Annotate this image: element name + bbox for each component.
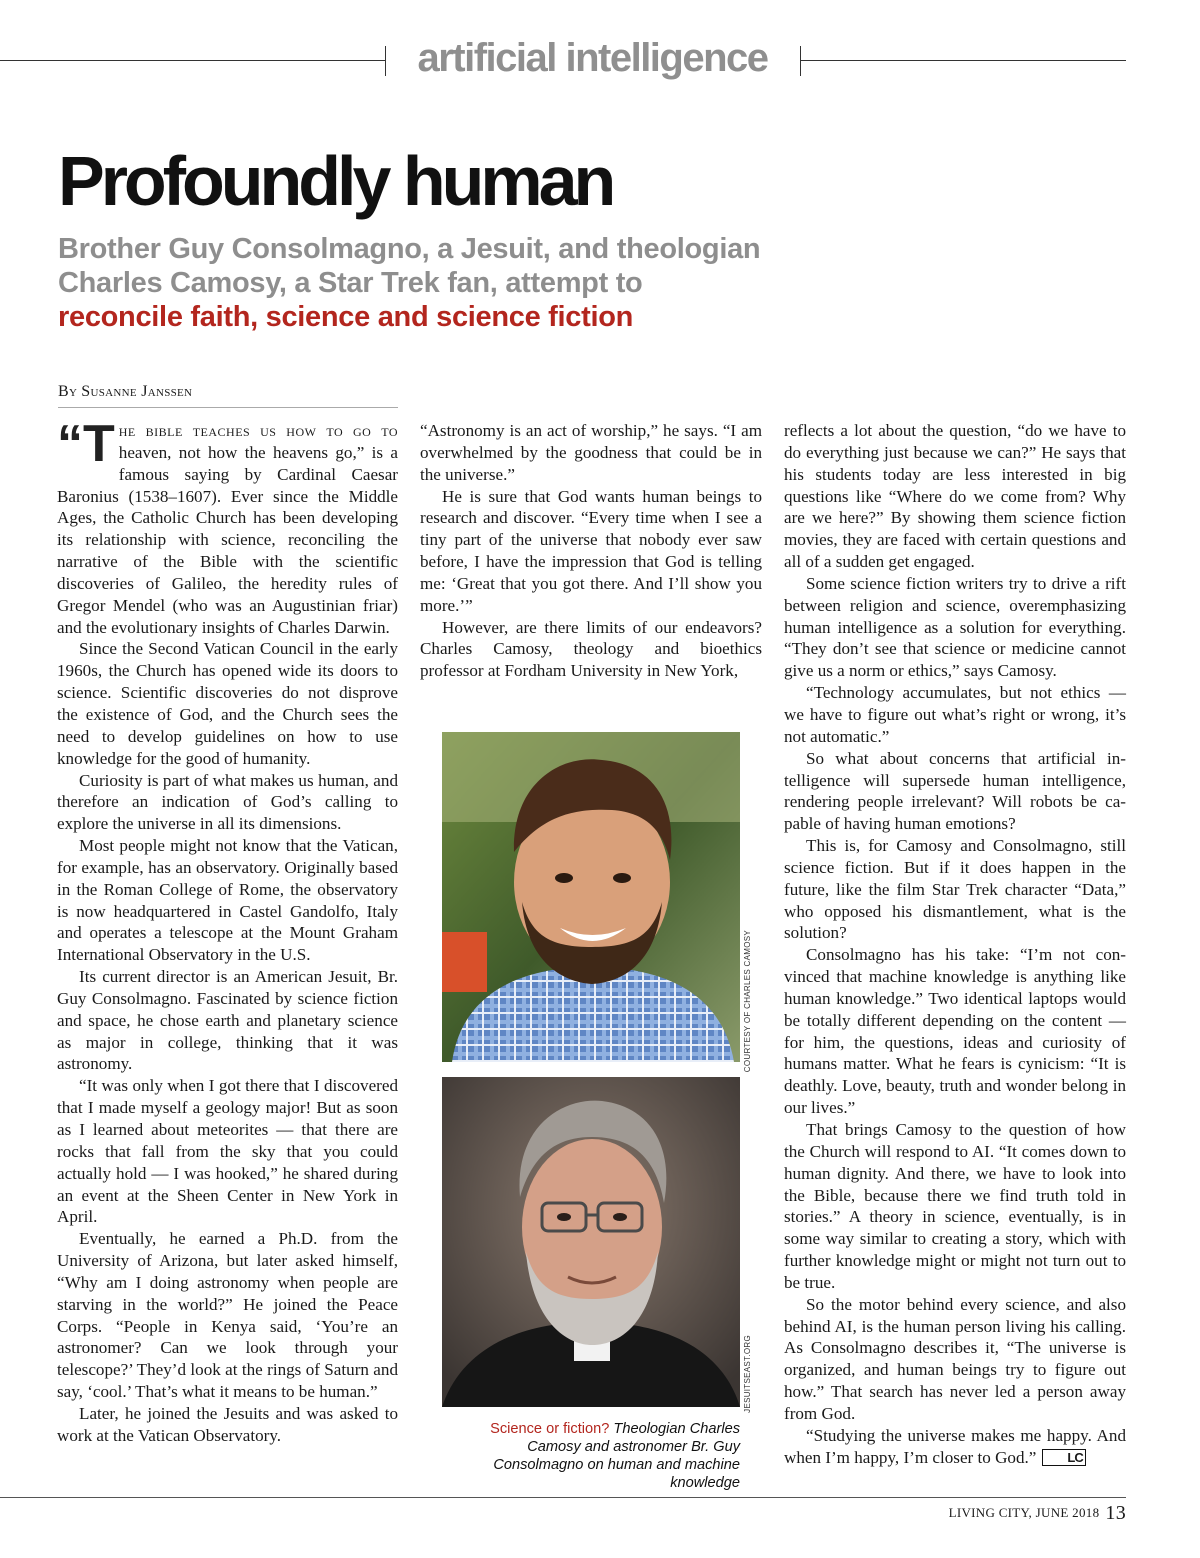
- paragraph: This is, for Camosy and Consolmagno, still science fiction. But if it does happen in the future, like the film Star Trek character “Data,” who opposed his dismantlement, what is the solution?: [784, 836, 1126, 943]
- photo-guy-consolmagno: [442, 1077, 740, 1407]
- deck: [58, 232, 958, 334]
- paragraph: So what about concerns that artificial intelligence will supersede human intelligence, rendering people irrelevant? Will robots be capable of having human emotions?: [784, 748, 1126, 834]
- paragraph: Curiosity is part of what makes us human, and therefore an indication of God’s calling to explore the universe in all its dimensions.: [57, 770, 398, 834]
- column-3: [784, 420, 1126, 1469]
- deck-line-1: Brother Guy Consolmagno, a Jesuit, and theologian: [58, 233, 761, 265]
- paragraph: So the motor behind every science, and also behind AI, is the human person living his calling. As Consolmagno describes it, “The universe is organized, and human beings try to figure out how.” That search has never led a person away from God.: [784, 1294, 1126, 1423]
- end-mark: LC: [1042, 1449, 1085, 1466]
- paragraph: Later, he joined the Jesuits and was asked to work at the Vatican Observatory.: [57, 1403, 398, 1445]
- lead-in: he bible teaches us how to go to: [118, 421, 398, 440]
- paragraph: Some science fiction writers try to drive a rift between religion and science, overemphasizing human intelligence as a solution for everything. “They don’t see that science or medicine cannot give us a norm or ethics,” says Camosy.: [784, 573, 1126, 681]
- drop-cap: “T: [57, 415, 115, 473]
- section-header: [0, 38, 1200, 82]
- header-tick-right: [800, 46, 801, 76]
- byline-author: Susanne Janssen: [81, 383, 193, 400]
- paragraph: Its current director is an American Jesuit, Br. Guy Consolmagno. Fascinated by science fiction and space, he chose earth and planetary science as major in college, thinking that it was astronomy.: [57, 967, 398, 1074]
- paragraph: Consolmagno has his take: “I’m not convinced that machine knowledge is anything like human knowledge.” Two identical laptops would be totally different depending on the content — for him, the questions, ideas and curiosity of humans matter. What he fears is cynicism: “It is deathly. Love, beauty, truth and wonder belong in our lives.”: [784, 945, 1126, 1118]
- paragraph: [784, 1425, 1126, 1469]
- column-2: [420, 420, 762, 682]
- publication-name: LIVING CITY, JUNE 2018: [948, 1505, 1100, 1520]
- portrait-illustration: [442, 1077, 740, 1407]
- paragraph: reflects a lot about the question, “do we have to do everything just because we can?” He says that his students today are less interested in big questions like “Where do we come from? Why are we here?” By showing them science fiction movies, they are faced with certain questions and all of a sudden get engaged.: [784, 421, 1126, 572]
- paragraph: That brings Camosy to the question of how the Church will respond to AI. “It comes down to human dignity. And there, we have to look into the Bible, because there we find truth told in stories.” A theory in science, eventually, is in some way similar to creating a story, which with further knowledge might or might not turn out to be true.: [784, 1120, 1126, 1292]
- header-rule-right: [800, 60, 1126, 61]
- portrait-illustration: [442, 732, 740, 1062]
- closing-line: “Studying the universe makes me happy. And when I’m happy, I’m closer to God.”: [784, 1425, 1126, 1467]
- headline: Profoundly human: [58, 142, 613, 220]
- photo-charles-camosy: [442, 732, 740, 1062]
- paragraph: “Technology accumulates, but not ethics — we have to figure out what’s right or wrong, it’s not automatic.”: [784, 683, 1126, 746]
- byline-prefix: By: [58, 383, 78, 400]
- paragraph: Most people might not know that the Vatican, for example, has an observatory. Originally based in the Roman College of Rome, the observatory is now headquartered in Castel Gandolfo, Italy and operates a telescope at the Mount Graham International Observatory in the U.S.: [57, 836, 398, 965]
- caption-lead: Science or fiction?: [490, 1421, 610, 1437]
- byline: [58, 383, 398, 408]
- paragraph: “It was only when I got there that I discovered that I made myself a geology major! But as soon as I learned about meteorites — that there are rocks that fall from the sky that you could actually hold — I was hooked,” he shared during an event at the Sheen Center in New York in April.: [57, 1076, 398, 1227]
- column-1: [57, 415, 398, 1447]
- header-rule-left: [0, 60, 385, 61]
- paragraph: “T he bible teaches us how to go to heaven, not how the heavens go,” is a famous saying by Cardinal Caesar Baronius (1538–1607). Ever since the Middle Ages, the Catholic Church has been developing its relationship with science, reconciling the narrative of the Bible with the scientific discoveries of Galileo, the heredity rules of Gregor Mendel (who was an Augustinian friar) and the evolutionary insights of Charles Darwin.: [57, 415, 398, 637]
- footer-rule: [0, 1497, 1126, 1498]
- paragraph: He is sure that God wants human beings to research and discover. “Every time when I see a tiny part of the universe that nobody ever saw before, I have the impression that God is telling me: ‘Great that you got there. And I’ll show you more.’”: [420, 486, 762, 615]
- deck-highlight: reconcile faith, science and science fiction: [58, 301, 634, 333]
- page-number: 13: [1105, 1502, 1126, 1524]
- section-label: artificial intelligence: [417, 36, 768, 80]
- paragraph: Eventually, he earned a Ph.D. from the University of Arizona, but later asked himself, “Why am I doing astronomy when people are starving in the world?” He joined the Peace Corps. “People in Kenya said, ‘You’re an astronomer? Can we look through your telescope?’ They’d look at the rings of Saturn and say, ‘cool.’ That’s what it means to be human.”: [57, 1229, 398, 1402]
- folio: [949, 1502, 1126, 1525]
- deck-line-2: Charles Camosy, a Star Trek fan, attempt to: [58, 267, 643, 299]
- photo-caption: [470, 1420, 740, 1492]
- photo-credit-1: COURTESY OF CHARLES CAMOSY: [743, 930, 752, 1073]
- paragraph: However, are there limits of our endeavors? Charles Camosy, theology and bioethics professor at Fordham University in New York,: [420, 617, 762, 681]
- caption-text: Theologian Charles Camosy and astronomer Br. Guy Consolmagno on human and machine knowledge: [493, 1421, 740, 1491]
- paragraph: “Astronomy is an act of worship,” he says. “I am overwhelmed by the goodness that could be in the universe.”: [420, 421, 762, 484]
- photo-credit-2: JESUITSEAST.ORG: [743, 1335, 752, 1413]
- paragraph: Since the Second Vatican Council in the early 1960s, the Church has opened wide its doors to science. Scientific discoveries do not disprove the existence of God, and the Church sees the need to develop guidelines on how to use knowledge for the good of humanity.: [57, 639, 398, 768]
